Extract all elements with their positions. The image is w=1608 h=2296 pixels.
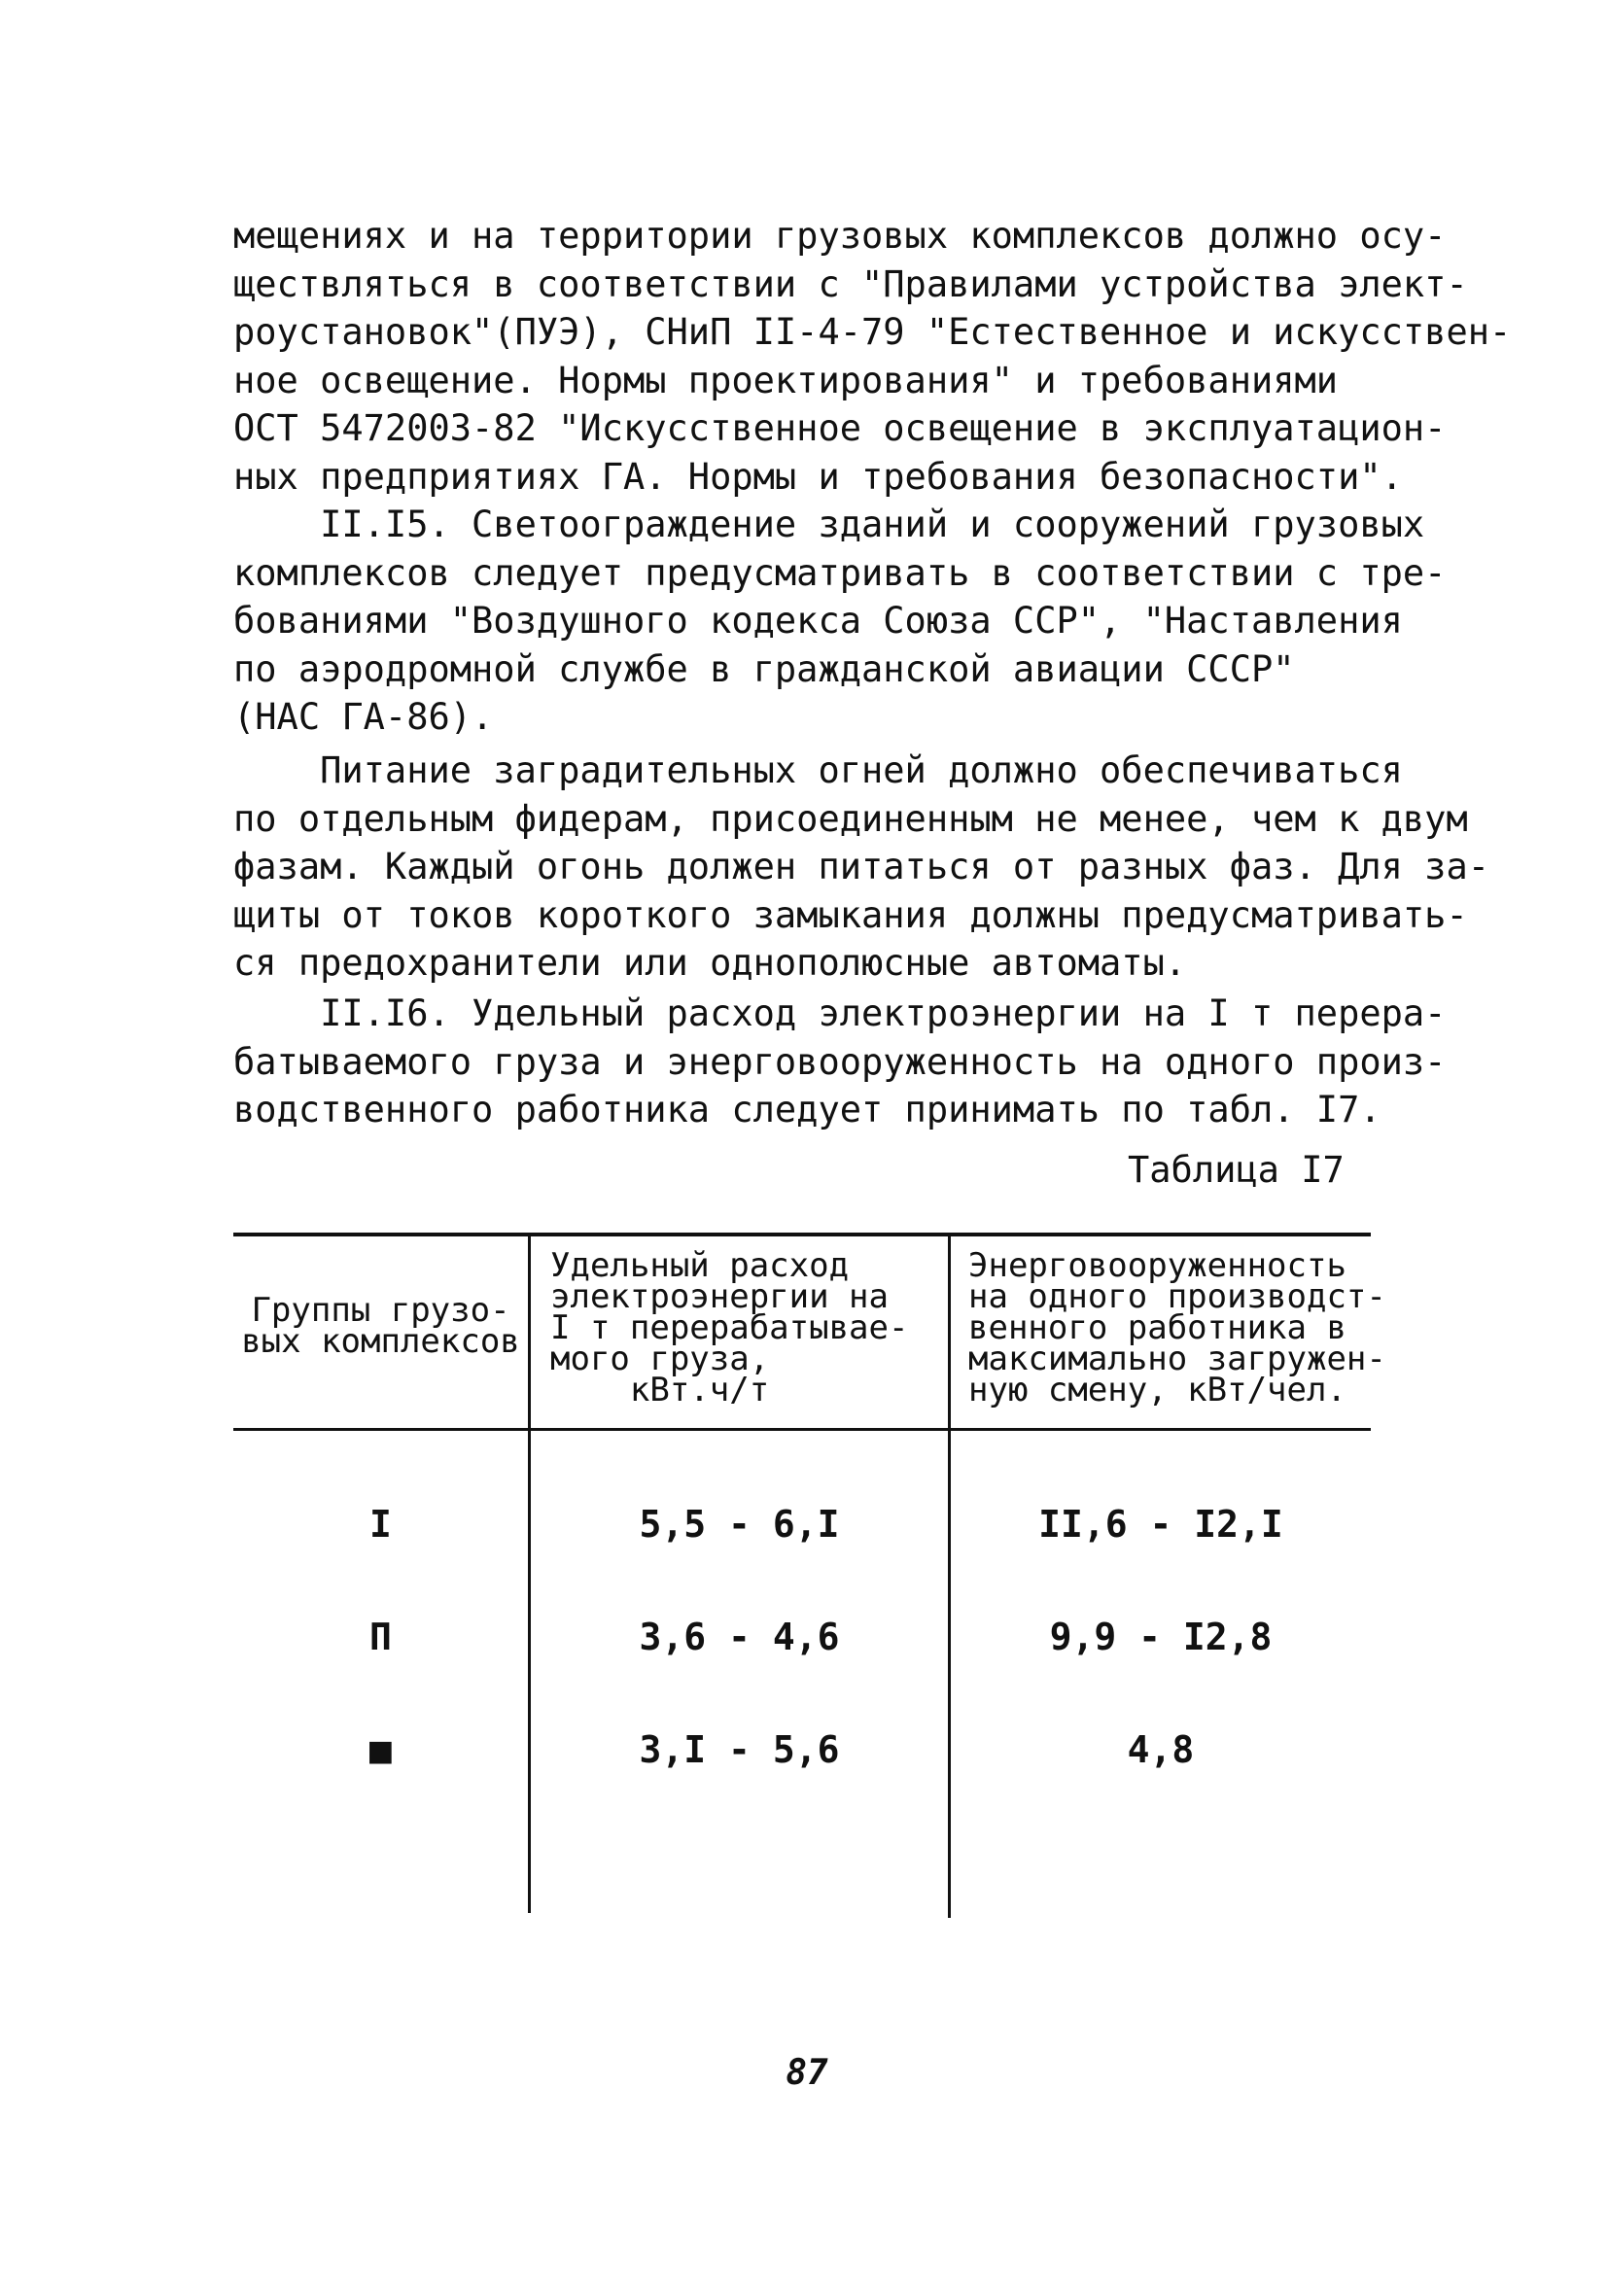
text-line: Питание заградительных огней должно обеспечиваться bbox=[233, 749, 1403, 791]
text-line: II.I6. Удельный расход электроэнергии на I т перера- bbox=[233, 992, 1447, 1034]
table-top-rule bbox=[233, 1233, 1371, 1236]
header-power-ratio: Энерговооруженность на одного производст- венного работника в максимально загружен- ную смену, кВт/чел. bbox=[968, 1246, 1386, 1409]
paragraph-11-15 bbox=[233, 501, 1447, 742]
text-line: бованиями "Воздушного кодекса Союза ССР", "Наставления bbox=[233, 600, 1403, 642]
text-line: ОСТ 5472003-82 "Искусственное освещение в эксплуатацион- bbox=[233, 407, 1447, 449]
header-consumption: Удельный расход электроэнергии на I т перерабатывае- мого груза, кВт.ч/т bbox=[550, 1246, 909, 1409]
text-line: по аэродромной службе в гражданской авиации СССР" bbox=[233, 647, 1295, 690]
text-line: ществляться в соответствии с "Правилами устройства элект- bbox=[233, 262, 1468, 305]
text-line: ное освещение. Нормы проектирования" и требованиями bbox=[233, 359, 1339, 401]
text-line: II.I5. Светоограждение зданий и сооружений грузовых bbox=[233, 504, 1425, 545]
text-line: ся предохранители или однополюсные автоматы. bbox=[233, 942, 1187, 984]
text-line: щиты от токов короткого замыкания должны предусматривать- bbox=[233, 893, 1468, 936]
cell-consumption: 5,5 - 6,I bbox=[639, 1503, 840, 1546]
cell-group: I bbox=[369, 1503, 392, 1546]
data-table bbox=[233, 1233, 1386, 1913]
text-line: мещениях и на территории грузовых комплексов должно осу- bbox=[233, 215, 1447, 257]
text-line: роустановок"(ПУЭ), СНиП II-4-79 "Естественное и искусствен- bbox=[233, 311, 1512, 353]
text-line: батываемого груза и энерговооруженность на одного произ- bbox=[233, 1040, 1447, 1083]
text-line: фазам. Каждый огонь должен питаться от разных фаз. Для за- bbox=[233, 846, 1490, 887]
column-divider bbox=[528, 1233, 531, 1913]
table-caption: Таблица I7 bbox=[1128, 1149, 1345, 1191]
paragraph-11-16 bbox=[233, 990, 1447, 1134]
text-line: (НАС ГА-86). bbox=[233, 696, 494, 738]
cell-power: 9,9 - I2,8 bbox=[1049, 1616, 1273, 1658]
page-number: 87 bbox=[786, 2053, 828, 2093]
paragraph-obstruction-lights bbox=[233, 747, 1490, 988]
cell-power: II,6 - I2,I bbox=[1038, 1503, 1283, 1546]
text-line: комплексов следует предусматривать в соответствии с тре- bbox=[233, 551, 1447, 594]
cell-consumption: 3,I - 5,6 bbox=[639, 1728, 840, 1771]
cell-group: ■ bbox=[369, 1728, 392, 1771]
paragraph-lighting bbox=[233, 212, 1512, 501]
header-group: Группы грузо- вых комплексов bbox=[241, 1291, 520, 1361]
text-line: ных предприятиях ГА. Нормы и требования безопасности". bbox=[233, 455, 1403, 498]
column-divider bbox=[948, 1233, 951, 1918]
text-line: по отдельным фидерам, присоединенным не менее, чем к двум bbox=[233, 797, 1468, 840]
text-line: водственного работника следует принимать по табл. I7. bbox=[233, 1089, 1381, 1131]
cell-consumption: 3,6 - 4,6 bbox=[639, 1616, 840, 1658]
cell-group: П bbox=[369, 1616, 392, 1658]
cell-power: 4,8 bbox=[1127, 1728, 1195, 1771]
table-header-rule bbox=[233, 1428, 1371, 1431]
